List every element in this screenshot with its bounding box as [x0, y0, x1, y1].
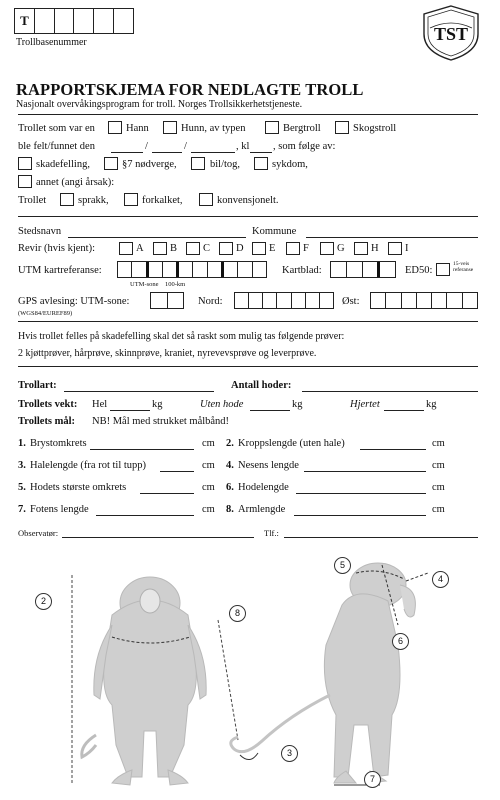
revir-label: Revir (hvis kjent):: [18, 243, 95, 254]
divider: [18, 114, 478, 115]
vekt-hjertet-label: Hjertet: [350, 399, 380, 410]
condition-intro-label: Trollet: [18, 195, 47, 206]
antall-hoder-field[interactable]: [302, 391, 478, 392]
checkbox-ed50[interactable]: [436, 263, 450, 276]
m6-number: 6.: [226, 482, 234, 493]
sex-intro-label: Trollet som var en: [18, 123, 95, 134]
label-bergtroll: Bergtroll: [283, 123, 321, 134]
m8-unit: cm: [432, 504, 445, 515]
m1-number: 1.: [18, 438, 26, 449]
m5-label: Hodets største omkrets: [30, 482, 127, 493]
checkbox-revir-g[interactable]: [320, 242, 334, 255]
checkbox-skadefelling[interactable]: [18, 157, 32, 170]
time-label: , kl: [236, 141, 250, 152]
label-annet: annet (angi årsak):: [36, 177, 115, 188]
checkbox-hunn[interactable]: [163, 121, 177, 134]
label-revir-i: I: [405, 243, 409, 254]
m2-unit: cm: [432, 438, 445, 449]
label-konvensjonelt: konvensjonelt.: [217, 195, 279, 206]
date-slash-2: /: [184, 141, 187, 152]
stedsnavn-label: Stedsnavn: [18, 226, 62, 237]
m2-number: 2.: [226, 438, 234, 449]
maal-note: NB! Mål med strukket målbånd!: [92, 416, 230, 427]
tlf-field[interactable]: [284, 537, 478, 538]
gps-label: GPS avlesing: UTM-sone:: [18, 296, 130, 307]
label-sprakk: sprakk,: [78, 195, 109, 206]
label-revir-e: E: [269, 243, 276, 254]
m4-unit: cm: [432, 460, 445, 471]
label-sykdom: sykdom,: [272, 159, 308, 170]
troll-id-boxes[interactable]: [14, 8, 134, 34]
checkbox-hann[interactable]: [108, 121, 122, 134]
vekt-uten-hode-unit: kg: [292, 399, 303, 410]
utm-sub-100km: 100-km: [165, 281, 186, 288]
label-nodverge: §7 nødverge,: [122, 159, 177, 170]
marker-8: 8: [229, 605, 246, 622]
checkbox-skogstroll[interactable]: [335, 121, 349, 134]
kommune-field[interactable]: [306, 237, 478, 238]
troll-illustration: [0, 545, 500, 795]
date-month-field[interactable]: [152, 152, 182, 153]
date-day-field[interactable]: [111, 152, 143, 153]
checkbox-nodverge[interactable]: [104, 157, 118, 170]
vekt-uten-hode-field[interactable]: [250, 410, 290, 411]
checkbox-bergtroll[interactable]: [265, 121, 279, 134]
divider: [18, 321, 478, 322]
tlf-label: Tlf.:: [264, 528, 279, 538]
tst-logo: [418, 4, 484, 62]
m3-field[interactable]: [160, 471, 194, 472]
ost-boxes[interactable]: [370, 292, 478, 309]
m1-unit: cm: [202, 438, 215, 449]
label-revir-g: G: [337, 243, 345, 254]
marker-7: 7: [364, 771, 381, 788]
m2-label: Kroppslengde (uten hale): [238, 438, 345, 449]
marker-3: 3: [281, 745, 298, 762]
marker-5: 5: [334, 557, 351, 574]
vekt-hjertet-field[interactable]: [384, 410, 424, 411]
date-intro-label: ble felt/funnet den: [18, 141, 95, 152]
m7-label: Fotens lengde: [30, 504, 89, 515]
utm-reference-boxes[interactable]: [117, 261, 267, 278]
antall-hoder-label: Antall hoder:: [231, 380, 292, 391]
vekt-hel-field[interactable]: [110, 410, 150, 411]
m5-number: 5.: [18, 482, 26, 493]
label-hann: Hann: [126, 123, 149, 134]
m8-label: Armlengde: [238, 504, 286, 515]
m6-field[interactable]: [296, 493, 426, 494]
date-year-field[interactable]: [191, 152, 235, 153]
page-subtitle: Nasjonalt overvåkingsprogram for troll. Norges Trollsikkerhetstjeneste.: [16, 99, 303, 110]
troll-id-label: Trollbasenummer: [16, 37, 87, 48]
checkbox-bil-tog[interactable]: [191, 157, 205, 170]
gps-sub: (WGS84/EUREF89): [18, 310, 73, 317]
marker-2: 2: [35, 593, 52, 610]
m1-label: Brystomkrets: [30, 438, 87, 449]
time-field[interactable]: [250, 152, 272, 153]
m6-label: Hodelengde: [238, 482, 289, 493]
label-skogstroll: Skogstroll: [353, 123, 397, 134]
stedsnavn-field[interactable]: [68, 237, 246, 238]
vekt-hel-unit: kg: [152, 399, 163, 410]
m4-field[interactable]: [304, 471, 426, 472]
checkbox-konvensjonelt[interactable]: [199, 193, 213, 206]
ed50-note: 15-veis referanse: [453, 261, 474, 273]
kommune-label: Kommune: [252, 226, 297, 237]
samples-instruction: Hvis trollet felles på skadefelling skal det så raskt som mulig tas følgende prøver:: [18, 331, 345, 342]
checkbox-revir-f[interactable]: [286, 242, 300, 255]
m7-number: 7.: [18, 504, 26, 515]
observator-label: Observatør:: [18, 528, 59, 538]
samples-list: 2 kjøttprøver, hårprøve, skinnprøve, kraniet, nyrevevsprøve og leverprøve.: [18, 348, 317, 359]
m6-unit: cm: [432, 482, 445, 493]
m3-label: Halelengde (fra rot til tupp): [30, 460, 147, 471]
logo-text: TST: [433, 24, 469, 44]
label-skadefelling: skadefelling,: [36, 159, 90, 170]
kartblad-label: Kartblad:: [282, 265, 322, 276]
divider: [18, 366, 478, 367]
utm-sub-zone: UTM-sone: [130, 281, 159, 288]
vekt-hel-label: Hel: [92, 399, 108, 410]
label-revir-a: A: [136, 243, 144, 254]
trollart-label: Trollart:: [18, 380, 57, 391]
m2-field[interactable]: [360, 449, 426, 450]
ost-label: Øst:: [342, 296, 360, 307]
label-revir-d: D: [236, 243, 244, 254]
checkbox-revir-e[interactable]: [252, 242, 266, 255]
m5-field[interactable]: [140, 493, 194, 494]
m8-number: 8.: [226, 504, 234, 515]
nord-label: Nord:: [198, 296, 223, 307]
m7-unit: cm: [202, 504, 215, 515]
page-title: RAPPORTSKJEMA FOR NEDLAGTE TROLL: [16, 80, 364, 99]
m4-label: Nesens lengde: [238, 460, 299, 471]
divider: [18, 216, 478, 217]
maal-label: Trollets mål:: [18, 416, 76, 427]
troll-id-prefix: T: [15, 9, 35, 33]
checkbox-revir-h[interactable]: [354, 242, 368, 255]
vekt-label: Trollets vekt:: [18, 399, 78, 410]
gps-zone-boxes[interactable]: [150, 292, 184, 309]
m4-number: 4.: [226, 460, 234, 471]
m7-field[interactable]: [96, 515, 194, 516]
checkbox-revir-i[interactable]: [388, 242, 402, 255]
label-revir-b: B: [170, 243, 178, 254]
kartblad-boxes[interactable]: [330, 261, 396, 278]
label-bil-tog: bil/tog,: [210, 159, 241, 170]
checkbox-revir-b[interactable]: [153, 242, 167, 255]
checkbox-sykdom[interactable]: [254, 157, 268, 170]
m8-field[interactable]: [294, 515, 426, 516]
m1-field[interactable]: [90, 449, 194, 450]
m3-number: 3.: [18, 460, 26, 471]
checkbox-sprakk[interactable]: [60, 193, 74, 206]
cause-intro-label: , som følge av:: [273, 141, 336, 152]
ed50-label: ED50:: [405, 265, 433, 276]
observator-field[interactable]: [62, 537, 254, 538]
marker-4: 4: [432, 571, 449, 588]
vekt-uten-hode-label: Uten hode: [200, 399, 244, 410]
m3-unit: cm: [202, 460, 215, 471]
tst-logo-icon: [418, 4, 484, 62]
checkbox-revir-a[interactable]: [119, 242, 133, 255]
checkbox-revir-d[interactable]: [219, 242, 233, 255]
label-hunn: Hunn, av typen: [181, 123, 246, 134]
label-revir-f: F: [303, 243, 309, 254]
trollart-field[interactable]: [64, 391, 214, 392]
label-revir-h: H: [371, 243, 379, 254]
label-forkalket: forkalket,: [142, 195, 183, 206]
marker-6: 6: [392, 633, 409, 650]
checkbox-annet[interactable]: [18, 175, 32, 188]
utm-label: UTM kartreferanse:: [18, 265, 102, 276]
date-slash-1: /: [145, 141, 148, 152]
nord-boxes[interactable]: [234, 292, 334, 309]
m5-unit: cm: [202, 482, 215, 493]
label-revir-c: C: [203, 243, 211, 254]
vekt-hjertet-unit: kg: [426, 399, 437, 410]
checkbox-revir-c[interactable]: [186, 242, 200, 255]
checkbox-forkalket[interactable]: [124, 193, 138, 206]
troll-measurement-diagram: [0, 545, 500, 795]
